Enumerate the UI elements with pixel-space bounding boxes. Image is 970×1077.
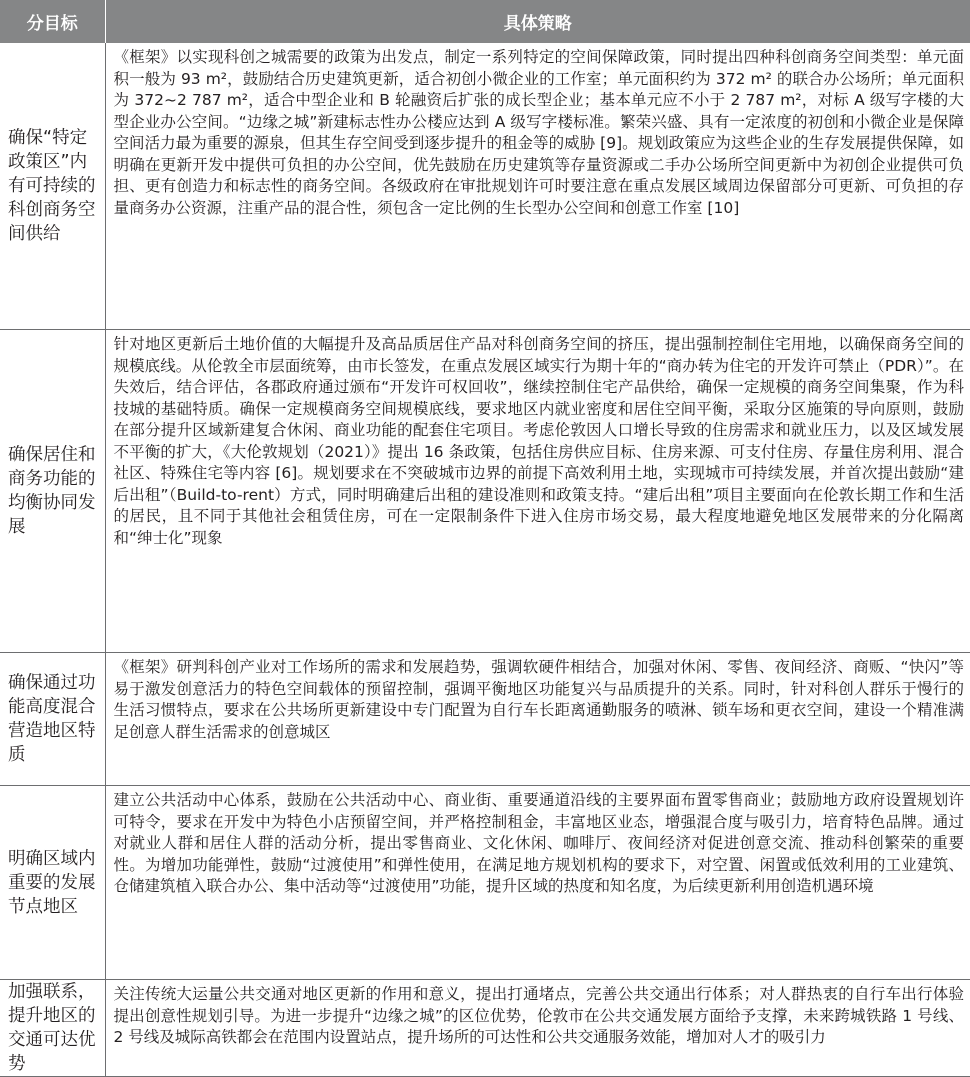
goal-cell: 确保“特定政策区”内有可持续的科创商务空间供给	[0, 43, 105, 330]
strategy-cell: 建立公共活动中心体系，鼓励在公共活动中心、商业街、重要通道沿线的主要界面布置零售商业；鼓励地方政府设置规划许可特令，要求在开发中为特色小店预留空间，并严格控制租金，丰富地区业态，增强混合度与吸引力，培育特色品牌。通过对就业人群和居住人群的活动分析，提出零售商业、文化休闲、咖啡厅、夜间经济对促进创意交流、推动科创繁荣的重要性。为增加功能弹性，鼓励“过渡使用”和弹性使用，在满足地方规划机构的要求下，对空置、闲置或低效利用的工业建筑、仓储建筑植入联合办公、集中活动等“过渡使用”功能，提升区域的热度和知名度，为后续更新利用创造机遇环境	[105, 786, 970, 980]
header-row	[0, 0, 970, 43]
table-row	[0, 653, 970, 786]
strategy-cell: 《框架》研判科创产业对工作场所的需求和发展趋势，强调软硬件相结合，加强对休闲、零售、夜间经济、商贩、“快闪”等易于激发创意活力的特色空间载体的预留控制，强调平衡地区功能复兴与品质提升的关系。同时，针对科创人群乐于慢行的生活习惯特点，要求在公共场所更新建设中专门配置为自行车长距离通勤服务的喷淋、锁车场和更衣空间，建设一个精准满足创意人群生活需求的创意城区	[105, 653, 970, 786]
goal-cell: 加强联系，提升地区的交通可达优势	[0, 980, 105, 1077]
strategy-cell: 针对地区更新后土地价值的大幅提升及高品质居住产品对科创商务空间的挤压，提出强制控制住宅用地，以确保商务空间的规模底线。从伦敦全市层面统筹，由市长签发，在重点发展区域实行为期十年的“商办转为住宅的开发许可禁止（PDR）”。在失效后，结合评估，各郡政府通过颁布“开发许可权回收”，继续控制住宅产品供给，确保一定规模的商务空间集聚，作为科技城的基础特质。确保一定规模商务空间规模底线，要求地区内就业密度和居住空间平衡，采取分区施策的导向原则，鼓励在部分提升区域新建复合休闲、商业功能的配套住宅项目。考虑伦敦因人口增长导致的住房需求和就业压力，以及区域发展不平衡的扩大，《大伦敦规划（2021）》提出 16 条政策，包括住房供应目标、住房来源、可支付住房、存量住房利用、混合社区、特殊住宅等内容 [6]。规划要求在不突破城市边界的前提下高效利用土地，实现城市可持续发展，并首次提出鼓励“建后出租”（Build-to-rent）方式，同时明确建后出租的建设准则和政策支持。“建后出租”项目主要面向在伦敦长期工作和生活的居民，且不同于其他社会租赁住房，可在一定限制条件下进入住房市场交易，最大程度地避免地区发展带来的分化隔离和“绅士化”现象	[105, 330, 970, 653]
table-row	[0, 330, 970, 653]
strategy-cell: 《框架》以实现科创之城需要的政策为出发点，制定一系列特定的空间保障政策，同时提出四种科创商务空间类型：单元面积一般为 93 m²，鼓励结合历史建筑更新，适合初创小微企业的工作室；单元面积约为 372 m² 的联合办公场所；单元面积为 372~2 787 m²，适合中型企业和 B 轮融资后扩张的成长型企业；基本单元应不小于 2 787 m²，对标 A 级写字楼的大型企业办公空间。“边缘之城”新建标志性办公楼应达到 A 级写字楼标准。繁荣兴盛、具有一定浓度的初创和小微企业是保障空间活力最为重要的源泉，但其生存空间受到逐步提升的租金等的威胁 [9]。规划政策应为这些企业的生存发展提供保障，如明确在更新开发中提供可负担的办公空间，优先鼓励在历史建筑等存量资源或二手办公场所空间更新中为初创企业提供可负担、更有创造力和标志性的商务空间。各级政府在审批规划许可时要注意在重点发展区域周边保留部分可更新、可负担的存量商务办公资源，注重产品的混合性，须包含一定比例的生长型办公空间和创意工作室 [10]	[105, 43, 970, 330]
header-strategy: 具体策略	[105, 0, 970, 43]
goal-cell: 确保通过功能高度混合营造地区特质	[0, 653, 105, 786]
strategy-cell: 关注传统大运量公共交通对地区更新的作用和意义，提出打通堵点，完善公共交通出行体系；对人群热衷的自行车出行体验提出创意性规划引导。为进一步提升“边缘之城”的区位优势，伦敦市在公共交通发展方面给予支撑，未来跨城铁路 1 号线、2 号线及城际高铁都会在范围内设置站点，提升场所的可达性和公共交通服务效能，增加对人才的吸引力	[105, 980, 970, 1077]
goal-cell: 明确区域内重要的发展节点地区	[0, 786, 105, 980]
goal-cell: 确保居住和商务功能的均衡协同发展	[0, 330, 105, 653]
table-row	[0, 980, 970, 1077]
table-row	[0, 43, 970, 330]
table-row	[0, 786, 970, 980]
header-goal: 分目标	[0, 0, 105, 43]
